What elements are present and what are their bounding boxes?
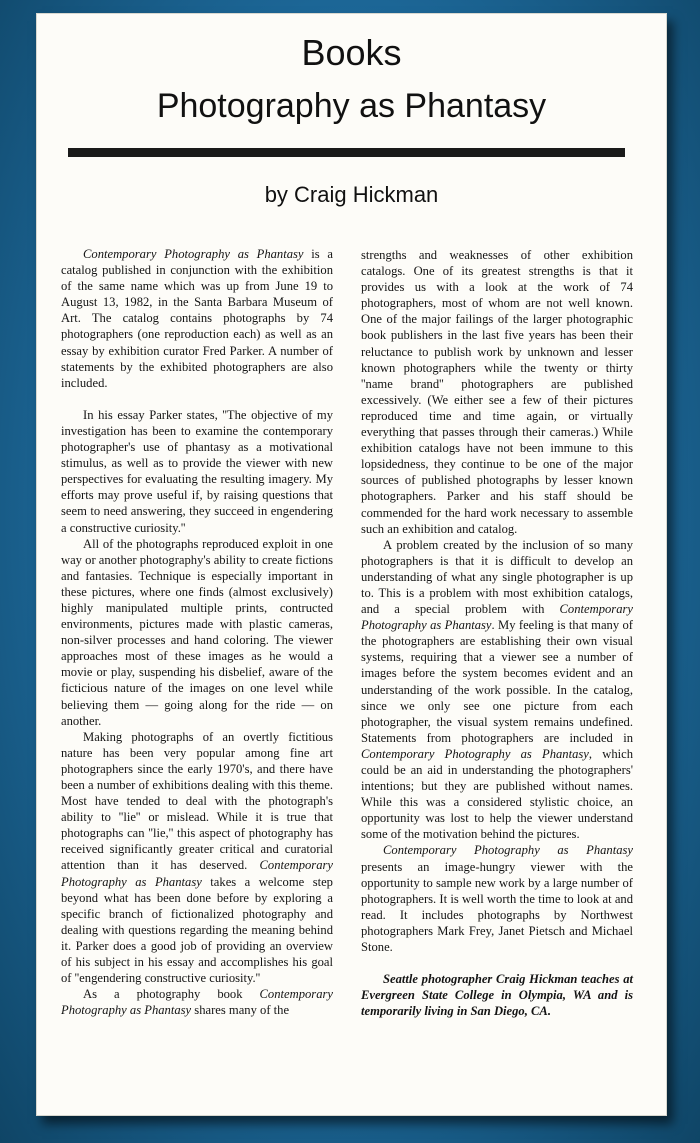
- paragraph: In his essay Parker states, ''The objective of my investigation has been to examine the contemporary photographer's use of phantasy as a motivational stimulus, as well as to provide the viewer with new perspectives for evaluating the resulting imagery. My efforts may prove useful if, by raising questions that seem to need answering, they succeed in engendering a constructive curiosity.'': [61, 407, 333, 535]
- left-column: [61, 246, 333, 1018]
- magazine-page: [36, 13, 667, 1116]
- paragraph: All of the photographs reproduced exploit in one way or another photography's ability to create fictions and fantasies. Technique is especially important in these pictures, where one finds (almost exclusively) highly manipulated multiple prints, contructed environments, pictures made with plastic cameras, non-silver processes and hand coloring. The viewer approaches most of these images as he would a movie or play, suspending his disbelief, aware of the ficticious nature of the images on one level while believing them — going along for the ride — on another.: [61, 536, 333, 728]
- article-title: Photography as Phantasy: [156, 87, 547, 125]
- paragraph: strengths and weaknesses of other exhibition catalogs. One of its greatest strengths is that it provides us with a look at the work of 74 photographers, most of whom are not well known. One of the major failings of the larger photographic book publishers in the last five years has been their reluctance to publish work by unknown and lesser known photographers while the twenty or thirty ''name brand'' photographers are published excessively. (We either see a few of their pictures reproduced time and time again, or virtually everything that passes through their cameras.) While exhibition catalogs have not been immune to this lopsidedness, they continue to be one of the major sources of published photographs by lesser known photographers. Parker and his staff should be commended for the hard work necessary to assemble such an exhibition and catalog.: [361, 248, 633, 536]
- paragraph: Contemporary Photography as Phantasy is a catalog published in conjunction with the exhibition of the same name which was up from June 19 to August 13, 1982, in the Santa Barbara Museum of Art. The catalog contains photographs by 74 photographers (one reproduction each) as well as an essay by exhibition curator Fred Parker. A number of statements by the exhibited photographers are also included.: [61, 247, 333, 390]
- paragraph: As a photography book Contemporary Photography as Phantasy shares many of the: [61, 987, 333, 1018]
- paragraph: A problem created by the inclusion of so many photographers is that it is difficult to develop an understanding of what any single photographer is up to. This is a problem with most exhibition catalogs, and a special problem with Contemporary Photography as Phantasy. My feeling is that many of the photographers are establishing their own visual systems, requiring that a viewer see a number of images before the system becomes evident and an understanding of the work possible. In the catalog, since we only see one picture from each photographer, the visual system remains undefined. Statements from photographers are included in Contemporary Photography as Phantasy, which could be an aid in understanding the photographers' intentions; but they are published without names. While this was a considered stylistic choice, an opportunity was lost to help the viewer understand some of the motivation behind the pictures.: [361, 537, 633, 842]
- title-rule: [68, 148, 625, 157]
- paragraph: Making photographs of an overtly fictitious nature has been very popular among fine art photographers since the early 1970's, and there have been a number of exhibitions dealing with this theme. Most have tended to deal with the photograph's ability to ''lie'' or mislead. While it is true that photographs can ''lie,'' this aspect of photography has received significantly greater critical and curatorial attention than it has deserved. Contemporary Photography as Phantasy takes a welcome step beyond what has been done before by exploring a specific branch of fictionalized photography and dealing with questions regarding the meaning behind it. Parker does a good job of providing an overview of his subject in his essay and accomplishes his goal of ''engendering constructive curiosity.'': [61, 729, 333, 986]
- byline: by Craig Hickman: [264, 182, 439, 207]
- right-column: [361, 247, 633, 1019]
- author-bio: Seattle photographer Craig Hickman teaches at Evergreen State College in Olympia, WA and is temporarily living in San Diego, CA.: [361, 972, 633, 1019]
- paragraph: Contemporary Photography as Phantasy presents an image-hungry viewer with the opportunity to sample new work by a large number of photographers. It is well worth the time to look at and read. It includes photographs by Northwest photographers Mark Frey, Janet Pietsch and Michael Stone.: [361, 843, 633, 955]
- section-title: Books: [301, 32, 402, 73]
